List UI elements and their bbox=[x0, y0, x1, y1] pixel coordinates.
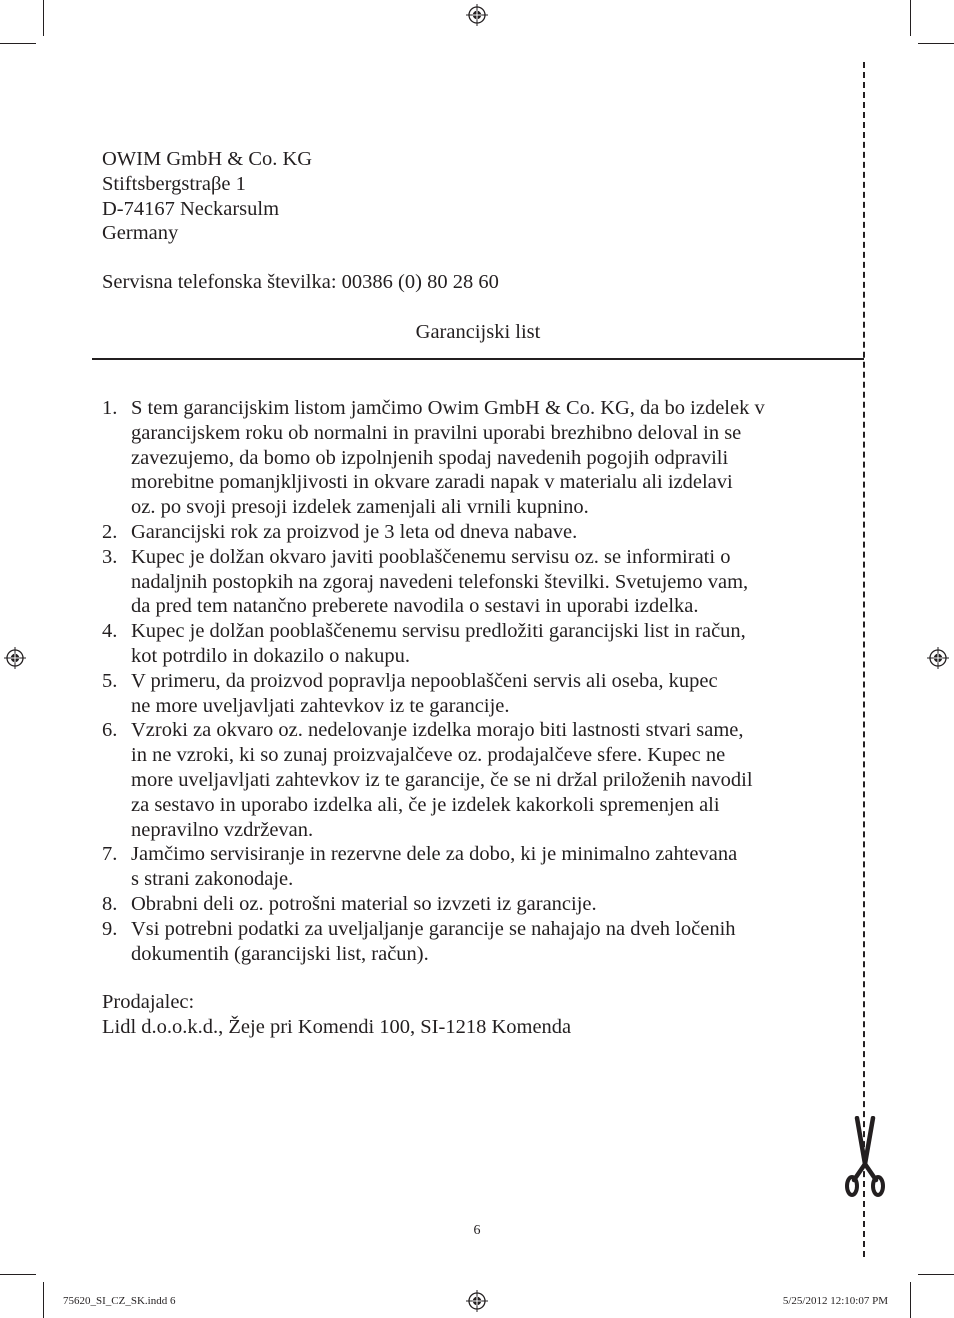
list-item-line: in ne vzroki, ki so zunaj proizvajalčeve oz. prodajalčeve sfere. Kupec ne bbox=[131, 744, 726, 767]
list-item-line: nadaljnih postopkih na zgoraj navedeni telefonski številki. Svetujemo vam, bbox=[131, 570, 749, 593]
address-line: Germany bbox=[102, 222, 179, 245]
list-item-line: zavezujemo, da bomo ob izpolnjenih spodaj navedenih pogojih odpravili bbox=[131, 446, 729, 469]
crop-mark bbox=[910, 0, 911, 36]
list-item-number: 2. bbox=[102, 520, 118, 543]
list-item-line: Kupec je dolžan okvaro javiti pooblaščenemu servisu oz. se informirati o bbox=[131, 545, 731, 568]
list-item-line: more uveljavljati zahtevkov iz te garancije, če se ni držal priloženih navodil bbox=[131, 768, 753, 791]
registration-mark-icon bbox=[4, 647, 26, 669]
list-item-line: Vzroki za okvaro oz. nedelovanje izdelka morajo biti lastnosti stvari same, bbox=[131, 719, 744, 742]
print-slug-timestamp: 5/25/2012 12:10:07 PM bbox=[782, 1295, 888, 1307]
crop-mark bbox=[0, 43, 36, 44]
list-item bbox=[102, 520, 842, 545]
list-item-line: Kupec je dolžan pooblaščenemu servisu predložiti garancijski list in račun, bbox=[131, 620, 746, 643]
list-item-line: kot potrdilo in dokazilo o nakupu. bbox=[131, 644, 410, 667]
list-item-number: 7. bbox=[102, 843, 118, 866]
list-item-line: S tem garancijskim listom jamčimo Owim GmbH & Co. KG, da bo izdelek v bbox=[131, 397, 765, 419]
seller-address: Lidl d.o.o.k.d., Žeje pri Komendi 100, SI-1218 Komenda bbox=[102, 1015, 572, 1038]
list-item-number: 1. bbox=[102, 397, 118, 419]
list-item-line: oz. po svoji presoji izdelek zamenjali ali vrnili kupnino. bbox=[131, 496, 589, 519]
crop-mark bbox=[918, 43, 954, 44]
list-item-number: 8. bbox=[102, 892, 118, 915]
crop-mark bbox=[43, 1282, 44, 1318]
address-line: D-74167 Neckarsulm bbox=[102, 197, 280, 220]
seller-block bbox=[102, 990, 571, 1040]
registration-mark-icon bbox=[466, 1290, 488, 1312]
list-item-number: 3. bbox=[102, 545, 118, 568]
list-item-line: V primeru, da proizvod popravlja nepooblaščeni servis ali oseba, kupec bbox=[131, 669, 718, 692]
list-item bbox=[102, 396, 842, 520]
list-item-line: morebitne pomanjkljivosti in okvare zaradi napak v materialu ali izdelavi bbox=[131, 471, 733, 494]
registration-mark-icon bbox=[927, 647, 949, 669]
crop-mark bbox=[910, 1282, 911, 1318]
list-item-line: Vsi potrebni podatki za uveljaljanje garancije se nahajajo na dveh ločenih bbox=[131, 917, 736, 940]
list-item bbox=[102, 842, 842, 892]
list-item-line: s strani zakonodaje. bbox=[131, 868, 294, 891]
list-item-line: nepravilno vzdrževan. bbox=[131, 818, 314, 841]
cut-line bbox=[863, 62, 865, 1257]
list-item-line: Jamčimo servisiranje in rezervne dele za dobo, ki je minimalno zahtevana bbox=[131, 843, 738, 866]
list-item-line: da pred tem natančno preberete navodila o sestavi in uporabi izdelka. bbox=[131, 595, 699, 618]
list-item-number: 6. bbox=[102, 719, 118, 742]
scissors-icon bbox=[842, 1116, 888, 1200]
seller-label: Prodajalec: bbox=[102, 991, 195, 1013]
list-item-line: za sestavo in uporabo izdelka ali, če je izdelek kakorkoli spremenjen ali bbox=[131, 793, 720, 816]
registration-mark-icon bbox=[466, 4, 488, 26]
divider bbox=[92, 358, 864, 360]
list-item bbox=[102, 718, 842, 842]
list-item bbox=[102, 619, 842, 669]
manufacturer-address bbox=[102, 147, 312, 246]
document-title: Garancijski list bbox=[415, 321, 541, 343]
list-item-line: dokumentih (garancijski list, račun). bbox=[131, 942, 429, 965]
page-number: 6 bbox=[473, 1223, 481, 1238]
list-item-number: 4. bbox=[102, 620, 118, 643]
address-line: OWIM GmbH & Co. KG bbox=[102, 148, 313, 170]
service-phone: Servisna telefonska številka: 00386 (0) 80 28 60 bbox=[102, 271, 499, 293]
list-item-line: garancijskem roku ob normalni in pravilni uporabi brezhibno deloval in se bbox=[131, 421, 742, 444]
crop-mark bbox=[0, 1274, 36, 1275]
list-item-line: Obrabni deli oz. potrošni material so izvzeti iz garancije. bbox=[131, 892, 597, 915]
crop-mark bbox=[918, 1274, 954, 1275]
warranty-terms-list bbox=[102, 396, 842, 966]
print-slug-file: 75620_SI_CZ_SK.indd 6 bbox=[63, 1295, 176, 1307]
list-item bbox=[102, 917, 842, 967]
list-item-line: ne more uveljavljati zahtevkov iz te garancije. bbox=[131, 694, 510, 717]
list-item-number: 9. bbox=[102, 917, 118, 940]
crop-mark bbox=[43, 0, 44, 36]
list-item bbox=[102, 669, 842, 719]
list-item-line: Garancijski rok za proizvod je 3 leta od dneva nabave. bbox=[131, 520, 578, 543]
list-item bbox=[102, 545, 842, 619]
list-item bbox=[102, 892, 842, 917]
address-line: Stiftsbergstraβe 1 bbox=[102, 172, 246, 195]
list-item-number: 5. bbox=[102, 669, 118, 692]
